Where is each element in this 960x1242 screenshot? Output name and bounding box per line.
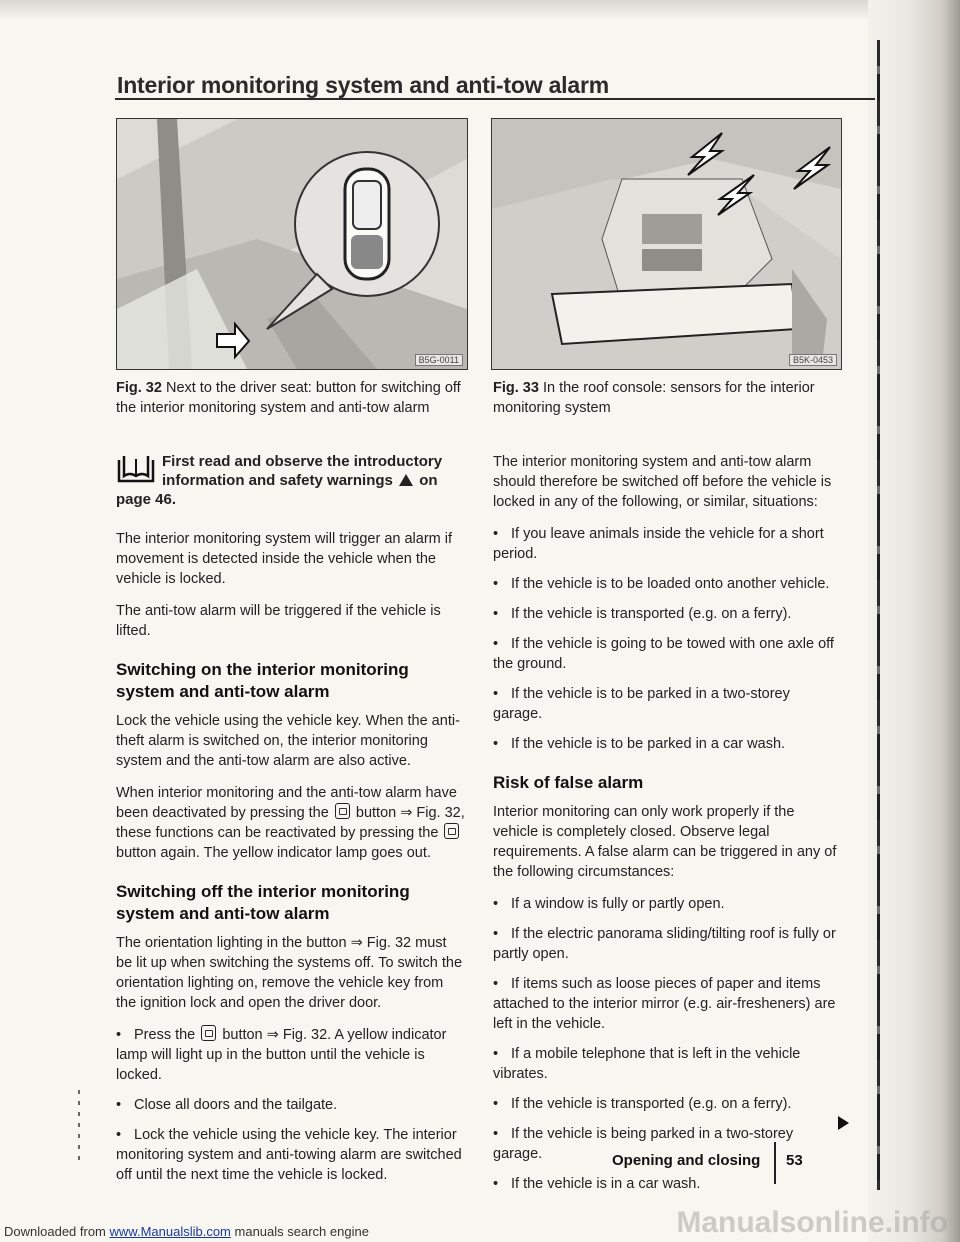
warning-icon bbox=[399, 474, 413, 486]
page-binding-edge bbox=[877, 40, 880, 1190]
figure-33-id: B5K-0453 bbox=[789, 354, 837, 366]
figure-33-illustration bbox=[492, 119, 841, 369]
heading-switching-off: Switching off the interior monitoring system and anti-tow alarm bbox=[116, 882, 410, 923]
figure-33-image bbox=[491, 118, 842, 370]
list-item: • Close all doors and the tailgate. bbox=[116, 1097, 338, 1113]
footer-section-title: Opening and closing bbox=[612, 1152, 761, 1169]
reactivate-text-c: button again. The yellow indicator lamp goes out. bbox=[116, 845, 431, 861]
risk-loose-items: If items such as loose pieces of paper and items attached to the interior mirror (e.g. air-fresheners) are left in the vehicle. bbox=[493, 976, 836, 1032]
figure-32-image bbox=[116, 118, 468, 370]
figure-32-caption-text: Next to the driver seat: button for switching off the interior monitoring system and anti-tow alarm bbox=[116, 380, 461, 416]
paragraph-anti-tow-trigger: The anti-tow alarm will be triggered if the vehicle is lifted. bbox=[116, 603, 441, 639]
figure-33-label: Fig. 33 bbox=[493, 380, 539, 396]
list-item: • If the vehicle is being parked in a two-storey garage. bbox=[493, 1126, 794, 1162]
step-close-doors: Close all doors and the tailgate. bbox=[134, 1097, 338, 1113]
list-item: • If the vehicle is to be loaded onto another vehicle. bbox=[493, 576, 830, 592]
risk-car-wash: If the vehicle is in a car wash. bbox=[511, 1176, 701, 1192]
intro-note-suffix: on bbox=[419, 472, 438, 489]
list-item: • Press the button ⇒ Fig. 32. A yellow indicator lamp will light up in the button until the vehicle is locked. bbox=[116, 1027, 447, 1083]
risk-roof: If the electric panorama sliding/tilting roof is fully or partly open. bbox=[493, 926, 836, 962]
figure-32-caption bbox=[116, 378, 466, 418]
paragraph-false-alarm: Interior monitoring can only work properly if the vehicle is completely closed. Observe legal requirements. A false alarm can be triggered in any of the following circumstances: bbox=[493, 804, 837, 880]
list-item: • If the vehicle is to be parked in a car wash. bbox=[493, 736, 786, 752]
situation-ferry: If the vehicle is transported (e.g. on a ferry). bbox=[511, 606, 792, 622]
risk-window: If a window is fully or partly open. bbox=[511, 896, 725, 912]
paragraph-switching-on: Lock the vehicle using the vehicle key. When the anti-theft alarm is switched on, the interior monitoring system and the anti-tow alarm are also active. bbox=[116, 713, 460, 769]
intro-note-page: page 46. bbox=[116, 491, 177, 508]
step-lock-vehicle: Lock the vehicle using the vehicle key. The interior monitoring system and anti-towing alarm are switched off until the next time the vehicle is locked. bbox=[116, 1127, 462, 1183]
watermark: Manualsonline.info bbox=[676, 1206, 948, 1239]
paragraph-switch-off-situations: The interior monitoring system and anti-tow alarm should therefore be switched off before the vehicle is locked in any of the following, or similar, situations: bbox=[493, 454, 832, 510]
heading-risk-false-alarm: Risk of false alarm bbox=[493, 773, 644, 792]
situation-animals: If you leave animals inside the vehicle for a short period. bbox=[493, 526, 824, 562]
list-item: • If the vehicle is going to be towed with one axle off the ground. bbox=[493, 636, 834, 672]
risk-ferry: If the vehicle is transported (e.g. on a ferry). bbox=[511, 1096, 792, 1112]
page-title: Interior monitoring system and anti-tow alarm bbox=[117, 72, 609, 98]
situation-towed: If the vehicle is going to be towed with one axle off the ground. bbox=[493, 636, 834, 672]
page-edge-shadow bbox=[868, 0, 960, 1242]
intro-note bbox=[116, 452, 466, 509]
risk-mobile-phone: If a mobile telephone that is left in the vehicle vibrates. bbox=[493, 1046, 801, 1082]
list-item: • If a window is fully or partly open. bbox=[493, 896, 725, 912]
situation-car-wash: If the vehicle is to be parked in a car wash. bbox=[511, 736, 786, 752]
reactivate-text-a: When interior monitoring and the anti-tow alarm have been deactivated by pressing the bbox=[116, 785, 457, 821]
figure-32-label: Fig. 32 bbox=[116, 380, 162, 396]
figure-33-caption bbox=[493, 378, 843, 418]
list-item: • If the vehicle is in a car wash. bbox=[493, 1176, 701, 1192]
page-number: 53 bbox=[786, 1152, 803, 1169]
step-press-b: button ⇒ Fig. 32. A yellow indicator lamp will light up in the button until the vehicle is locked. bbox=[116, 1027, 447, 1083]
list-item: • If a mobile telephone that is left in the vehicle vibrates. bbox=[493, 1046, 801, 1082]
reactivate-text-b: button ⇒ Fig. 32, these functions can be reactivated by pressing the bbox=[116, 805, 465, 841]
situation-garage: If the vehicle is to be parked in a two-storey garage. bbox=[493, 686, 790, 722]
right-column bbox=[493, 452, 841, 1204]
binding-marks bbox=[78, 1090, 80, 1160]
alarm-button-icon bbox=[444, 823, 459, 839]
figure-33-caption-text: In the roof console: sensors for the interior monitoring system bbox=[493, 380, 815, 416]
list-item: • If the vehicle is transported (e.g. on a ferry). bbox=[493, 606, 792, 622]
figure-32-illustration bbox=[117, 119, 467, 369]
manualslib-link[interactable]: www.Manualslib.com bbox=[109, 1224, 231, 1239]
download-suffix: manuals search engine bbox=[234, 1224, 369, 1239]
paragraph-orientation-lighting: The orientation lighting in the button ⇒ Fig. 32 must be lit up when switching the systems off. To switch the orientation lighting on, remove the vehicle key from the ignition lock and open the driver door. bbox=[116, 935, 463, 1011]
situation-loaded: If the vehicle is to be loaded onto another vehicle. bbox=[511, 576, 830, 592]
figure-32-id: B5G-0011 bbox=[415, 354, 463, 366]
list-item: • Lock the vehicle using the vehicle key. The interior monitoring system and anti-towing alarm are switched off until the next time the vehicle is locked. bbox=[116, 1127, 462, 1183]
title-rule bbox=[115, 98, 875, 100]
page-top-shade bbox=[0, 0, 960, 20]
heading-switching-on: Switching on the interior monitoring system and anti-tow alarm bbox=[116, 660, 409, 701]
book-icon bbox=[116, 454, 156, 484]
footer-separator bbox=[774, 1142, 776, 1184]
list-item: • If the vehicle is to be parked in a two-storey garage. bbox=[493, 686, 790, 722]
paragraph-reactivate bbox=[116, 783, 466, 863]
risk-garage: If the vehicle is being parked in a two-storey garage. bbox=[493, 1126, 794, 1162]
alarm-button-icon bbox=[335, 803, 350, 819]
step-press-a: Press the bbox=[134, 1027, 196, 1043]
list-item: • If the vehicle is transported (e.g. on a ferry). bbox=[493, 1096, 792, 1112]
intro-note-title: First read and observe the introductory information and safety warnings bbox=[162, 453, 443, 489]
list-item: • If the electric panorama sliding/tilting roof is fully or partly open. bbox=[493, 926, 836, 962]
intro-note-text bbox=[162, 452, 466, 490]
list-item: • If you leave animals inside the vehicle for a short period. bbox=[493, 526, 824, 562]
alarm-button-icon bbox=[201, 1025, 216, 1041]
paragraph-interior-trigger: The interior monitoring system will trigger an alarm if movement is detected inside the vehicle when the vehicle is locked. bbox=[116, 531, 453, 587]
left-column bbox=[116, 452, 466, 1195]
continue-arrow-icon bbox=[838, 1116, 849, 1130]
download-prefix: Downloaded from bbox=[4, 1224, 106, 1239]
list-item: • If items such as loose pieces of paper and items attached to the interior mirror (e.g. air-fresheners) are left in the vehicle. bbox=[493, 976, 836, 1032]
